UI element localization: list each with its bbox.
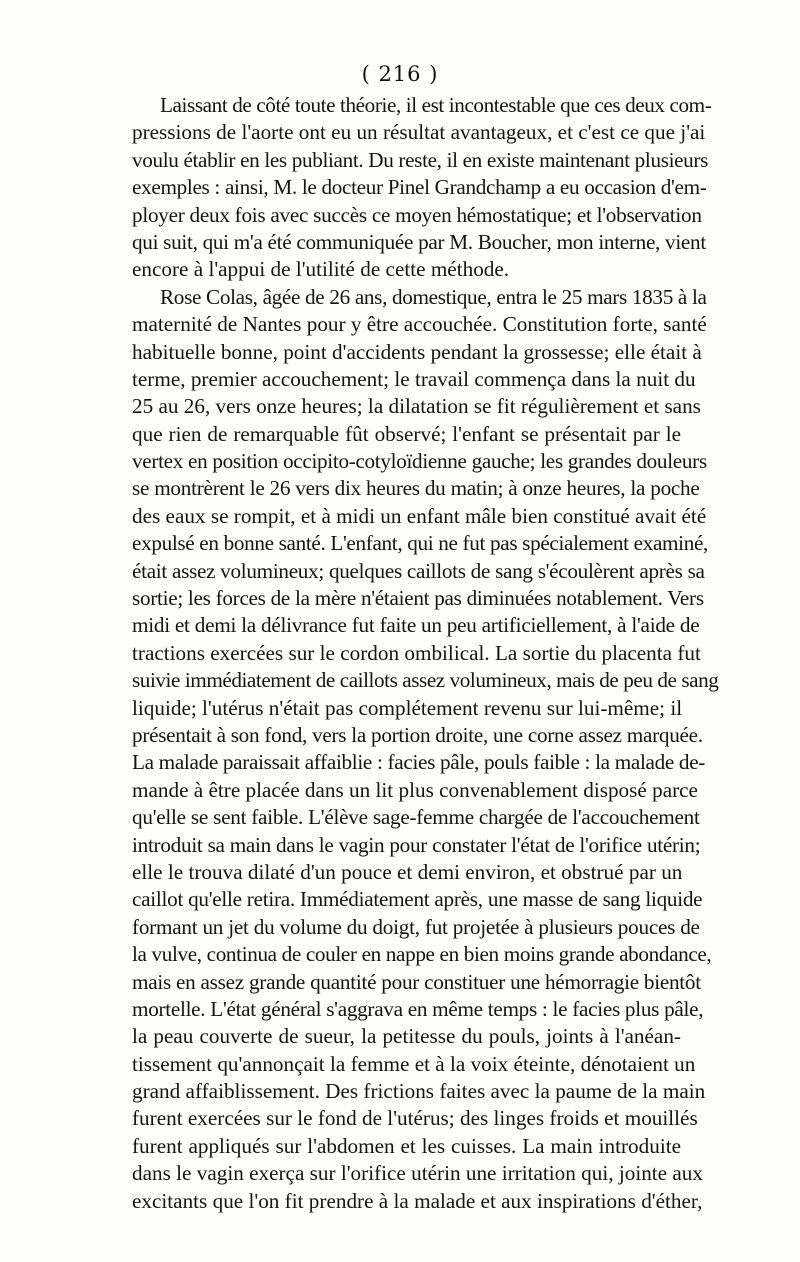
text-line: que rien de remarquable fût observé; l'enfant se présentait par le xyxy=(132,421,681,446)
text-line: qui suit, qui m'a été communiquée par M. Boucher, mon interne, vient xyxy=(132,229,706,254)
text-line: mortelle. L'état général s'aggrava en même temps : le facies plus pâle, xyxy=(132,996,704,1021)
text-line: voulu établir en les publiant. Du reste, il en existe maintenant plusieurs xyxy=(132,147,709,172)
text-line: furent exercées sur le fond de l'utérus; des linges froids et mouillés xyxy=(132,1106,698,1131)
text-line: suivie immédiatement de caillots assez volumineux, mais de peu de sang xyxy=(132,668,719,693)
text-line: sortie; les forces de la mère n'étaient pas diminuées notablement. Vers xyxy=(132,586,704,611)
text-line: Rose Colas, âgée de 26 ans, domestique, entra le 25 mars 1835 à la xyxy=(160,284,707,309)
text-line: introduit sa main dans le vagin pour constater l'état de l'orifice utérin; xyxy=(132,832,701,857)
body-text xyxy=(132,92,719,1215)
text-line: mande à être placée dans un lit plus convenablement disposé parce xyxy=(132,777,698,802)
text-line: 25 au 26, vers onze heures; la dilatation se fit régulièrement et sans xyxy=(132,394,701,419)
text-line: ployer deux fois avec succès ce moyen hémostatique; et l'observation xyxy=(132,202,702,227)
text-line: maternité de Nantes pour y être accouchée. Constitution forte, santé xyxy=(132,312,707,337)
text-line: furent appliqués sur l'abdomen et les cuisses. La main introduite xyxy=(132,1133,681,1158)
text-line: liquide; l'utérus n'était pas complétement revenu sur lui-même; il xyxy=(132,695,683,720)
text-line: formant un jet du volume du doigt, fut projetée à plusieurs pouces de xyxy=(132,914,700,939)
text-line: elle le trouva dilaté d'un pouce et demi environ, et obstrué par un xyxy=(132,859,683,884)
paragraph xyxy=(132,92,712,284)
text-line: excitants que l'on fit prendre à la malade et aux inspirations d'éther, xyxy=(132,1188,703,1213)
text-line: encore à l'appui de l'utilité de cette méthode. xyxy=(132,257,510,282)
text-line: vertex en position occipito-cotyloïdienne gauche; les grandes douleurs xyxy=(132,449,707,474)
text-line: terme, premier accouchement; le travail commença dans la nuit du xyxy=(132,366,696,391)
text-line: qu'elle se sent faible. L'élève sage-femme chargée de l'accouchement xyxy=(132,805,700,830)
text-line: présentait à son fond, vers la portion droite, une corne assez marquée. xyxy=(132,722,703,747)
text-line: tractions exercées sur le cordon ombilical. La sortie du placenta fut xyxy=(132,640,701,665)
paragraph xyxy=(132,284,719,1215)
text-line: caillot qu'elle retira. Immédiatement après, une masse de sang liquide xyxy=(132,887,703,912)
text-line: habituelle bonne, point d'accidents pendant la grossesse; elle était à xyxy=(132,339,702,364)
text-line: midi et demi la délivrance fut faite un peu artificiellement, à l'aide de xyxy=(132,613,700,638)
text-line: pressions de l'aorte ont eu un résultat avantageux, et c'est ce que j'ai xyxy=(132,120,706,145)
text-line: la peau couverte de sueur, la petitesse du pouls, joints à l'anéan- xyxy=(132,1024,681,1049)
text-line: expulsé en bonne santé. L'enfant, qui ne fut pas spécialement examiné, xyxy=(132,531,708,556)
text-line: Laissant de côté toute théorie, il est incontestable que ces deux com- xyxy=(160,93,712,117)
text-line: la vulve, continua de couler en nappe en bien moins grande abondance, xyxy=(132,942,712,967)
text-line: grand affaiblissement. Des frictions faites avec la paume de la main xyxy=(132,1079,706,1104)
text-line: La malade paraissait affaiblie : facies pâle, pouls faible : la malade de- xyxy=(132,750,706,775)
text-line: mais en assez grande quantité pour constituer une hémorragie bientôt xyxy=(132,969,701,994)
text-line: dans le vagin exerça sur l'orifice utérin une irritation qui, jointe aux xyxy=(132,1161,703,1186)
text-line: était assez volumineux; quelques caillots de sang s'écoulèrent après sa xyxy=(132,558,705,583)
page-number: ( 216 ) xyxy=(361,62,439,86)
text-line: exemples : ainsi, M. le docteur Pinel Grandchamp a eu occasion d'em- xyxy=(132,175,707,200)
text-line: tissement qu'annonçait la femme et à la voix éteinte, dénotaient un xyxy=(132,1051,696,1076)
text-line: se montrèrent le 26 vers dix heures du matin; à onze heures, la poche xyxy=(132,476,700,501)
text-line: des eaux se rompit, et à midi un enfant mâle bien constitué avait été xyxy=(132,503,707,528)
